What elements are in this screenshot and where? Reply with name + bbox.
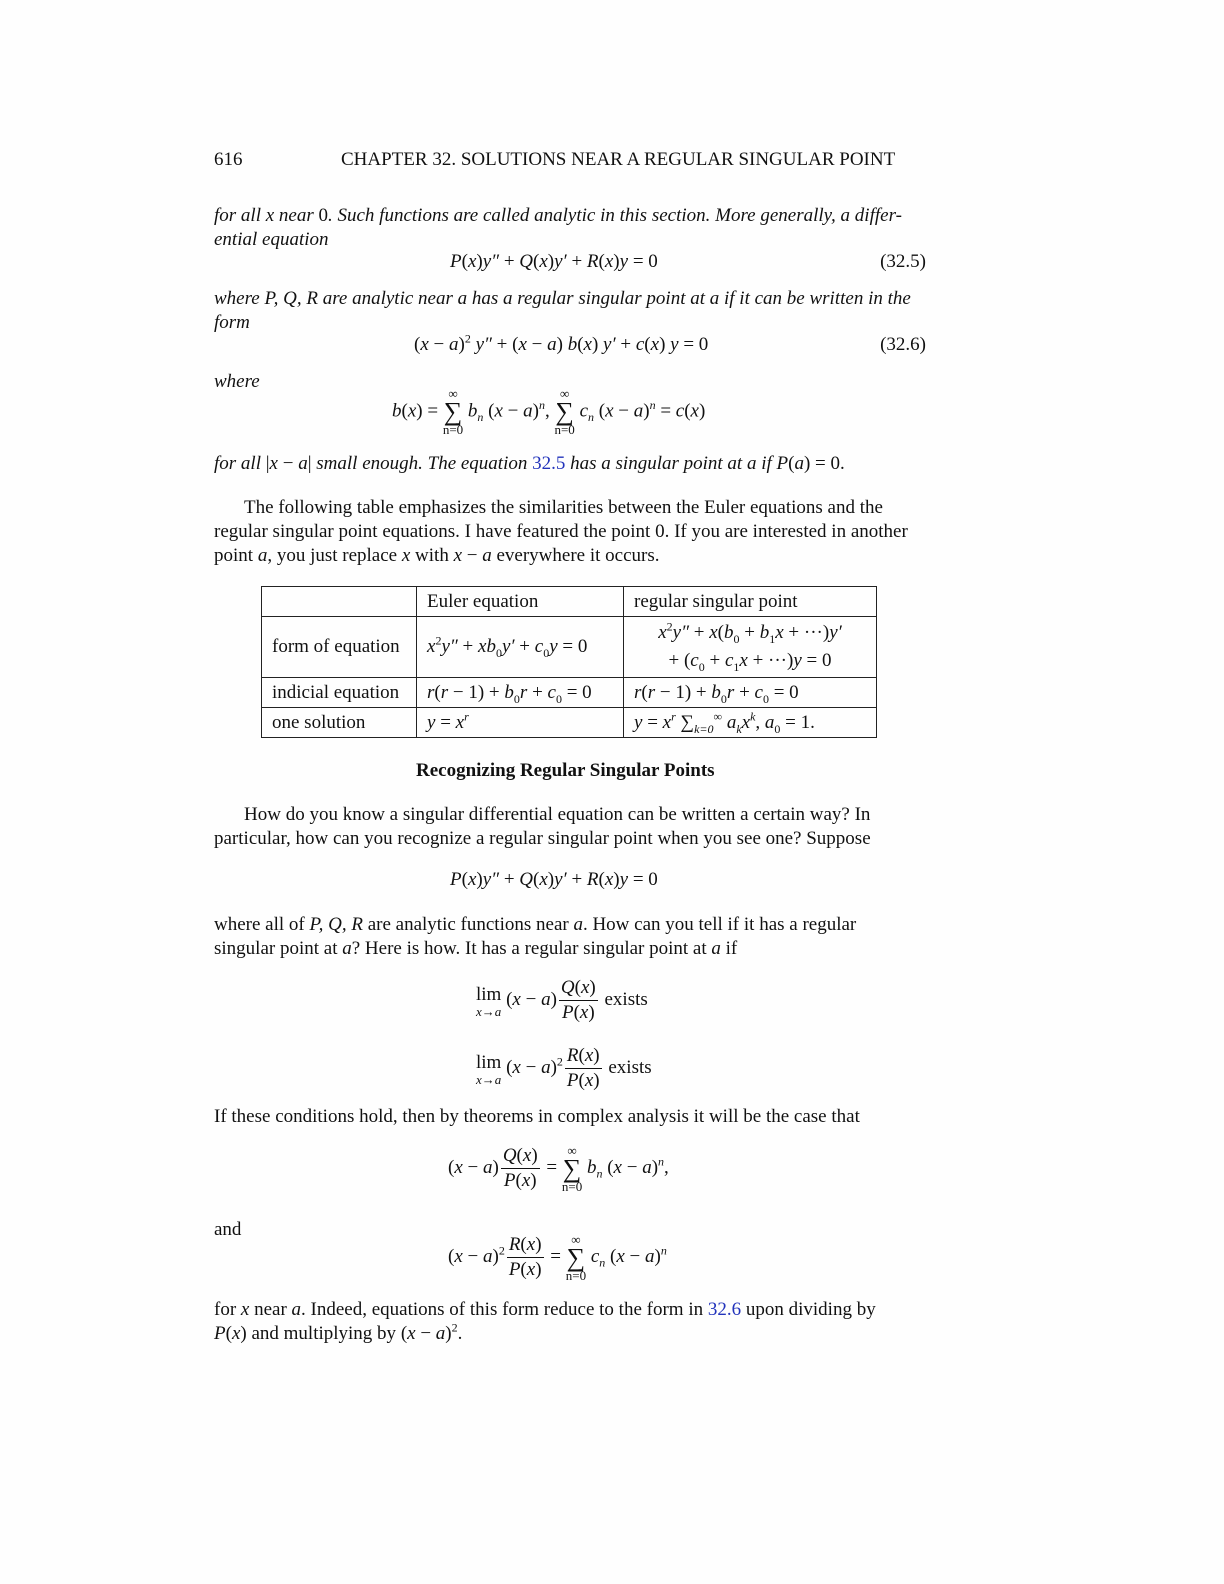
table-row — [262, 678, 877, 708]
series-expansion-r: $(x - a)^2$ $\frac{R(x)}{P(x)}$ = ∞ ∑ n=0 $c_n$ $(x - a)^n$ — [448, 1231, 667, 1283]
intro-line-1: for all x near 0. Such functions are called analytic in this section. More generally, a differ- — [214, 205, 902, 226]
euler-indicial: $r(r - 1) + b_0r + c_0 = 0$ — [417, 678, 624, 708]
running-title: CHAPTER 32. SOLUTIONS NEAR A REGULAR SINGULAR POINT — [341, 149, 896, 170]
intro-line-2: ential equation — [214, 229, 329, 250]
equation-number-32-5: (32.5) — [880, 251, 926, 272]
para1-line-2: regular singular point equations. I have featured the point 0. If you are interested in another — [214, 521, 908, 542]
table-row-label: indicial equation — [262, 678, 417, 708]
series-expansion-q: (x − a) $\frac{Q(x)}{P(x)}$ = ∞ ∑ n=0 $b_n$ $(x - a)^n$, — [448, 1142, 669, 1194]
euler-form: $x^2y'' + xb_0y' + c_0y = 0$ — [417, 617, 624, 678]
section-para2-line-1: where all of P, Q, R are analytic functions near a. How can you tell if it has a regular — [214, 914, 857, 935]
equation-32-5: P(x)y″ + Q(x)y′ + R(x)y = 0 — [450, 251, 658, 272]
para1-line-3: point a, you just replace x with x − a everywhere it occurs. — [214, 545, 660, 566]
section-para2-line-2: singular point at a? Here is how. It has a regular singular point at a if — [214, 938, 738, 959]
table-header-euler: Euler equation — [417, 587, 624, 617]
limit-condition-2: lim x→a $(x - a)^2$ $\frac{R(x)}{P(x)}$ exists — [476, 1045, 652, 1091]
table-row-label: one solution — [262, 708, 417, 738]
table-row — [262, 708, 877, 738]
euler-solution: $y = x^r$ — [417, 708, 624, 738]
section-heading: Recognizing Regular Singular Points — [416, 760, 715, 781]
where-line: where P, Q, R are analytic near a has a regular singular point at a if it can be written in the — [214, 288, 911, 309]
small-enough-line: for all |x − a| small enough. The equation 32.5 has a singular point at a if P(a) = 0. — [214, 453, 845, 474]
regular-indicial: $r(r - 1) + b_0r + c_0 = 0$ — [624, 678, 877, 708]
table-header-row — [262, 587, 877, 617]
and-word: and — [214, 1219, 242, 1240]
section-para1-line-1: How do you know a singular differential equation can be written a certain way? In — [244, 804, 871, 825]
regular-form: $x^2y'' + x(b_0 + b_1x + \cdot\cdot\cdot)y'$ + $(c_0 + c_1x + \cdot\cdot\cdot)y = 0$ — [624, 617, 877, 678]
series-definitions: b(x) = ∞ ∑ n=0 $b_n$ $(x - a)^n$, ∞ ∑ n=0 $c_n$ $(x - a)^n = c(x)$ — [392, 386, 706, 437]
table-row — [262, 617, 877, 678]
section-para4-line-2: P(x) and multiplying by $(x - a)^2$. — [214, 1320, 463, 1344]
form-word: form — [214, 312, 250, 333]
section-para4-line-1: for x near a. Indeed, equations of this form reduce to the form in 32.6 upon dividing by — [214, 1299, 876, 1320]
para1-line-1: The following table emphasizes the similarities between the Euler equations and the — [244, 497, 883, 518]
table-row-label: form of equation — [262, 617, 417, 678]
table-header-empty — [262, 587, 417, 617]
general-equation: P(x)y″ + Q(x)y′ + R(x)y = 0 — [450, 869, 658, 890]
regular-solution: $y = x^r$ $\sum_{k=0}^\infty$ $a_kx^k$, $a_0 = 1$. — [624, 708, 877, 738]
equation-link-32-6[interactable]: 32.6 — [707, 1299, 742, 1320]
section-para1-line-2: particular, how can you recognize a regular singular point when you see one? Suppose — [214, 828, 871, 849]
limit-condition-1: lim x→a (x − a) $\frac{Q(x)}{P(x)}$ exists — [476, 977, 648, 1023]
section-para3: If these conditions hold, then by theorems in complex analysis it will be the case that — [214, 1106, 860, 1127]
where-word: where — [214, 371, 260, 392]
equation-32-6: $(x - a)^2$ y″ + (x − a) b(x) y′ + c(x) y = 0 — [414, 331, 709, 355]
page-number: 616 — [214, 149, 243, 170]
table-header-regular: regular singular point — [624, 587, 877, 617]
equation-link-32-5[interactable]: 32.5 — [532, 453, 566, 474]
comparison-table — [261, 586, 877, 738]
equation-number-32-6: (32.6) — [880, 334, 926, 355]
